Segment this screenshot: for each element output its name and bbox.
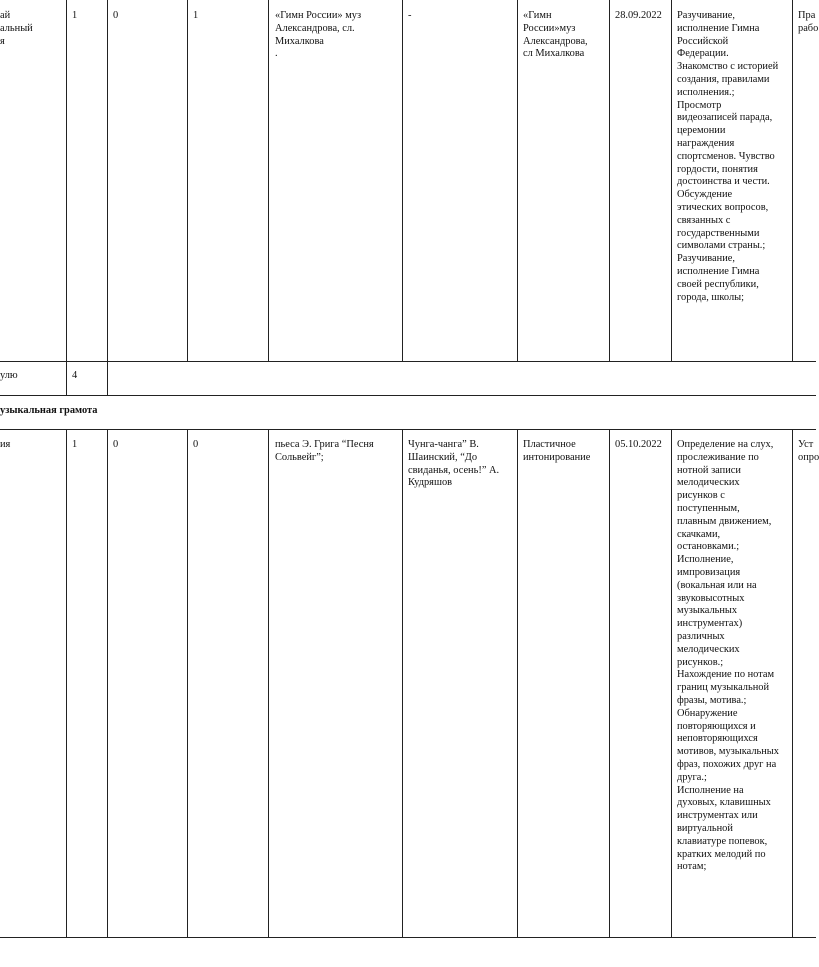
row1-date-cell: 28.09.2022 [615,10,662,21]
row2-singing-cell: Чунга-чанга” В. Шаинский, “До свиданья, осень!” А. Кудряшов [408,439,500,489]
col-border-9 [792,0,793,361]
total-row-divider [107,361,108,395]
row1-listening-cell: «Гимн России» муз Александрова, сл. Михалкова . [275,10,362,60]
section-row-bottom-border [0,429,816,430]
row1-control-form-cell: Пра рабо [798,10,819,34]
r2-col-border-7 [609,429,610,937]
col-border-8 [671,0,672,361]
row2-hours-total: 1 [72,439,78,450]
col-border-2 [107,0,108,361]
r2-col-border-4 [268,429,269,937]
row2-topic-cell: ия [0,439,11,450]
row2-date-cell: 05.10.2022 [615,439,662,450]
row2-listening-cell: пьеса Э. Грига “Песня Сольвейг”; [275,439,374,463]
row1-hours-total: 1 [72,10,78,21]
r2-col-border-5 [402,429,403,937]
row1-hours-practice: 1 [193,10,199,21]
row1-description-cell: Разучивание, исполнение Гимна Российской Федерации. Знакомство с историей создания, правилами исполнения.; Просмотр видеозаписей парада, церемонии награждения спортсменов. Чувство гордости, понятия достоинства и чести. Обсуждение этических вопросов, связанных с государственными символами страны.; Разучивание, исполнение Гимна своей республики, города, школы; [677,10,779,303]
r2-col-border-3 [187,429,188,937]
total-label: улю [0,370,18,381]
total-value: 4 [72,370,78,381]
r2-col-border-8 [671,429,672,937]
r2-col-border-6 [517,429,518,937]
col-border-7 [609,0,610,361]
row1-hours-control: 0 [113,10,119,21]
row1-bottom-border [0,361,816,362]
total-row-bottom-border [0,395,816,396]
col-border-3 [187,0,188,361]
r2-col-border-2 [107,429,108,937]
row2-bottom-border [0,937,816,938]
col-border-4 [268,0,269,361]
row1-singing-cell: - [408,10,412,21]
r2-col-border-9 [792,429,793,937]
row1-topic-cell: ай альный я [0,10,33,47]
col-border-6 [517,0,518,361]
row1-activity-cell: «Гимн России»муз Александрова, сл Михалкова [523,10,588,60]
row2-control-form-cell: Уст опро [798,439,819,463]
r2-col-border-1 [66,429,67,937]
section-title: узыкальная грамота [0,405,98,416]
col-border-1 [66,0,67,395]
row2-hours-practice: 0 [193,439,199,450]
row2-activity-cell: Пластичное интонирование [523,439,591,463]
col-border-5 [402,0,403,361]
row2-hours-control: 0 [113,439,119,450]
row2-description-cell: Определение на слух, прослеживание по нотной записи мелодических рисунков с поступенным, плавным движением, скачками, остановками.; Исполнение, импровизация (вокальная или на звуковысотных музыкальных инструментах) различных мелодических рисунков.; Нахождение по нотам границ музыкальной фразы, мотива.; Обнаружение повторяющихся и неповторяющихся мотивов, музыкальных фраз, похожих друг на друга.; Исполнение на духовых, клавишных инструментах или виртуальной клавиатуре попевок, кратких мелодий по нотам; [677,439,779,873]
